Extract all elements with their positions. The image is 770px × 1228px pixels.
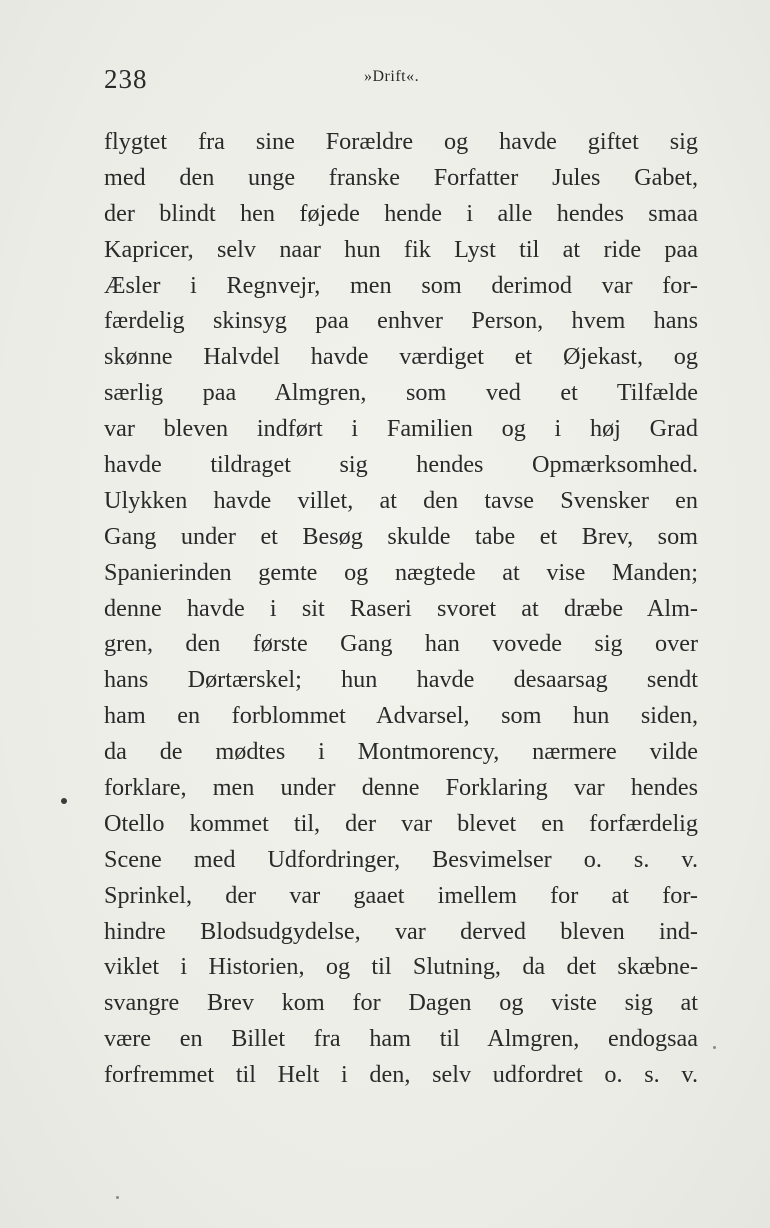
text-line: Otello kommet til, der var blevet en forfærdelig — [104, 809, 698, 837]
text-line: denne havde i sit Raseri svoret at dræbe Alm- — [104, 594, 698, 622]
text-line: forfremmet til Helt i den, selv udfordret o. s. v. — [104, 1061, 698, 1089]
page-header — [104, 64, 664, 94]
text-line: med den unge franske Forfatter Jules Gabet, — [104, 163, 698, 191]
text-line: særlig paa Almgren, som ved et Tilfælde — [104, 379, 698, 407]
text-line: skønne Halvdel havde værdiget et Øjekast, og — [104, 343, 698, 371]
text-line: færdelig skinsyg paa enhver Person, hvem hans — [104, 307, 698, 335]
text-line: da de mødtes i Montmorency, nærmere vilde — [104, 738, 698, 766]
text-line: viklet i Historien, og til Slutning, da det skæbne- — [104, 953, 698, 981]
text-line: var bleven indført i Familien og i høj Grad — [104, 415, 698, 443]
text-line: havde tildraget sig hendes Opmærksomhed. — [104, 451, 698, 479]
text-line: der blindt hen føjede hende i alle hendes smaa — [104, 199, 698, 227]
text-line: Sprinkel, der var gaaet imellem for at for- — [104, 881, 698, 909]
text-line: Gang under et Besøg skulde tabe et Brev, som — [104, 522, 698, 550]
page-number: 238 — [104, 64, 148, 94]
text-line: Kapricer, selv naar hun fik Lyst til at ride paa — [104, 235, 698, 263]
text-line: Scene med Udfordringer, Besvimelser o. s. v. — [104, 845, 698, 873]
text-line: hans Dørtærskel; hun havde desaarsag sendt — [104, 666, 698, 694]
text-line: ham en forblommet Advarsel, som hun siden, — [104, 702, 698, 730]
text-line: gren, den første Gang han vovede sig over — [104, 630, 698, 658]
text-line: hindre Blodsudgydelse, var derved bleven ind- — [104, 917, 698, 945]
text-line: Spanierinden gemte og nægtede at vise Manden; — [104, 558, 698, 586]
paper-speck — [713, 1046, 716, 1049]
margin-mark — [61, 798, 67, 804]
body-text — [104, 124, 698, 1093]
text-line: Ulykken havde villet, at den tavse Svensker en — [104, 486, 698, 514]
text-line: svangre Brev kom for Dagen og viste sig at — [104, 989, 698, 1017]
text-line: forklare, men under denne Forklaring var hendes — [104, 774, 698, 802]
text-line: flygtet fra sine Forældre og havde giftet sig — [104, 128, 698, 155]
text-line: Æsler i Regnvejr, men som derimod var for- — [104, 271, 698, 299]
text-line: være en Billet fra ham til Almgren, endogsaa — [104, 1025, 698, 1053]
running-title: »Drift«. — [364, 68, 420, 85]
paper-speck — [116, 1196, 119, 1199]
